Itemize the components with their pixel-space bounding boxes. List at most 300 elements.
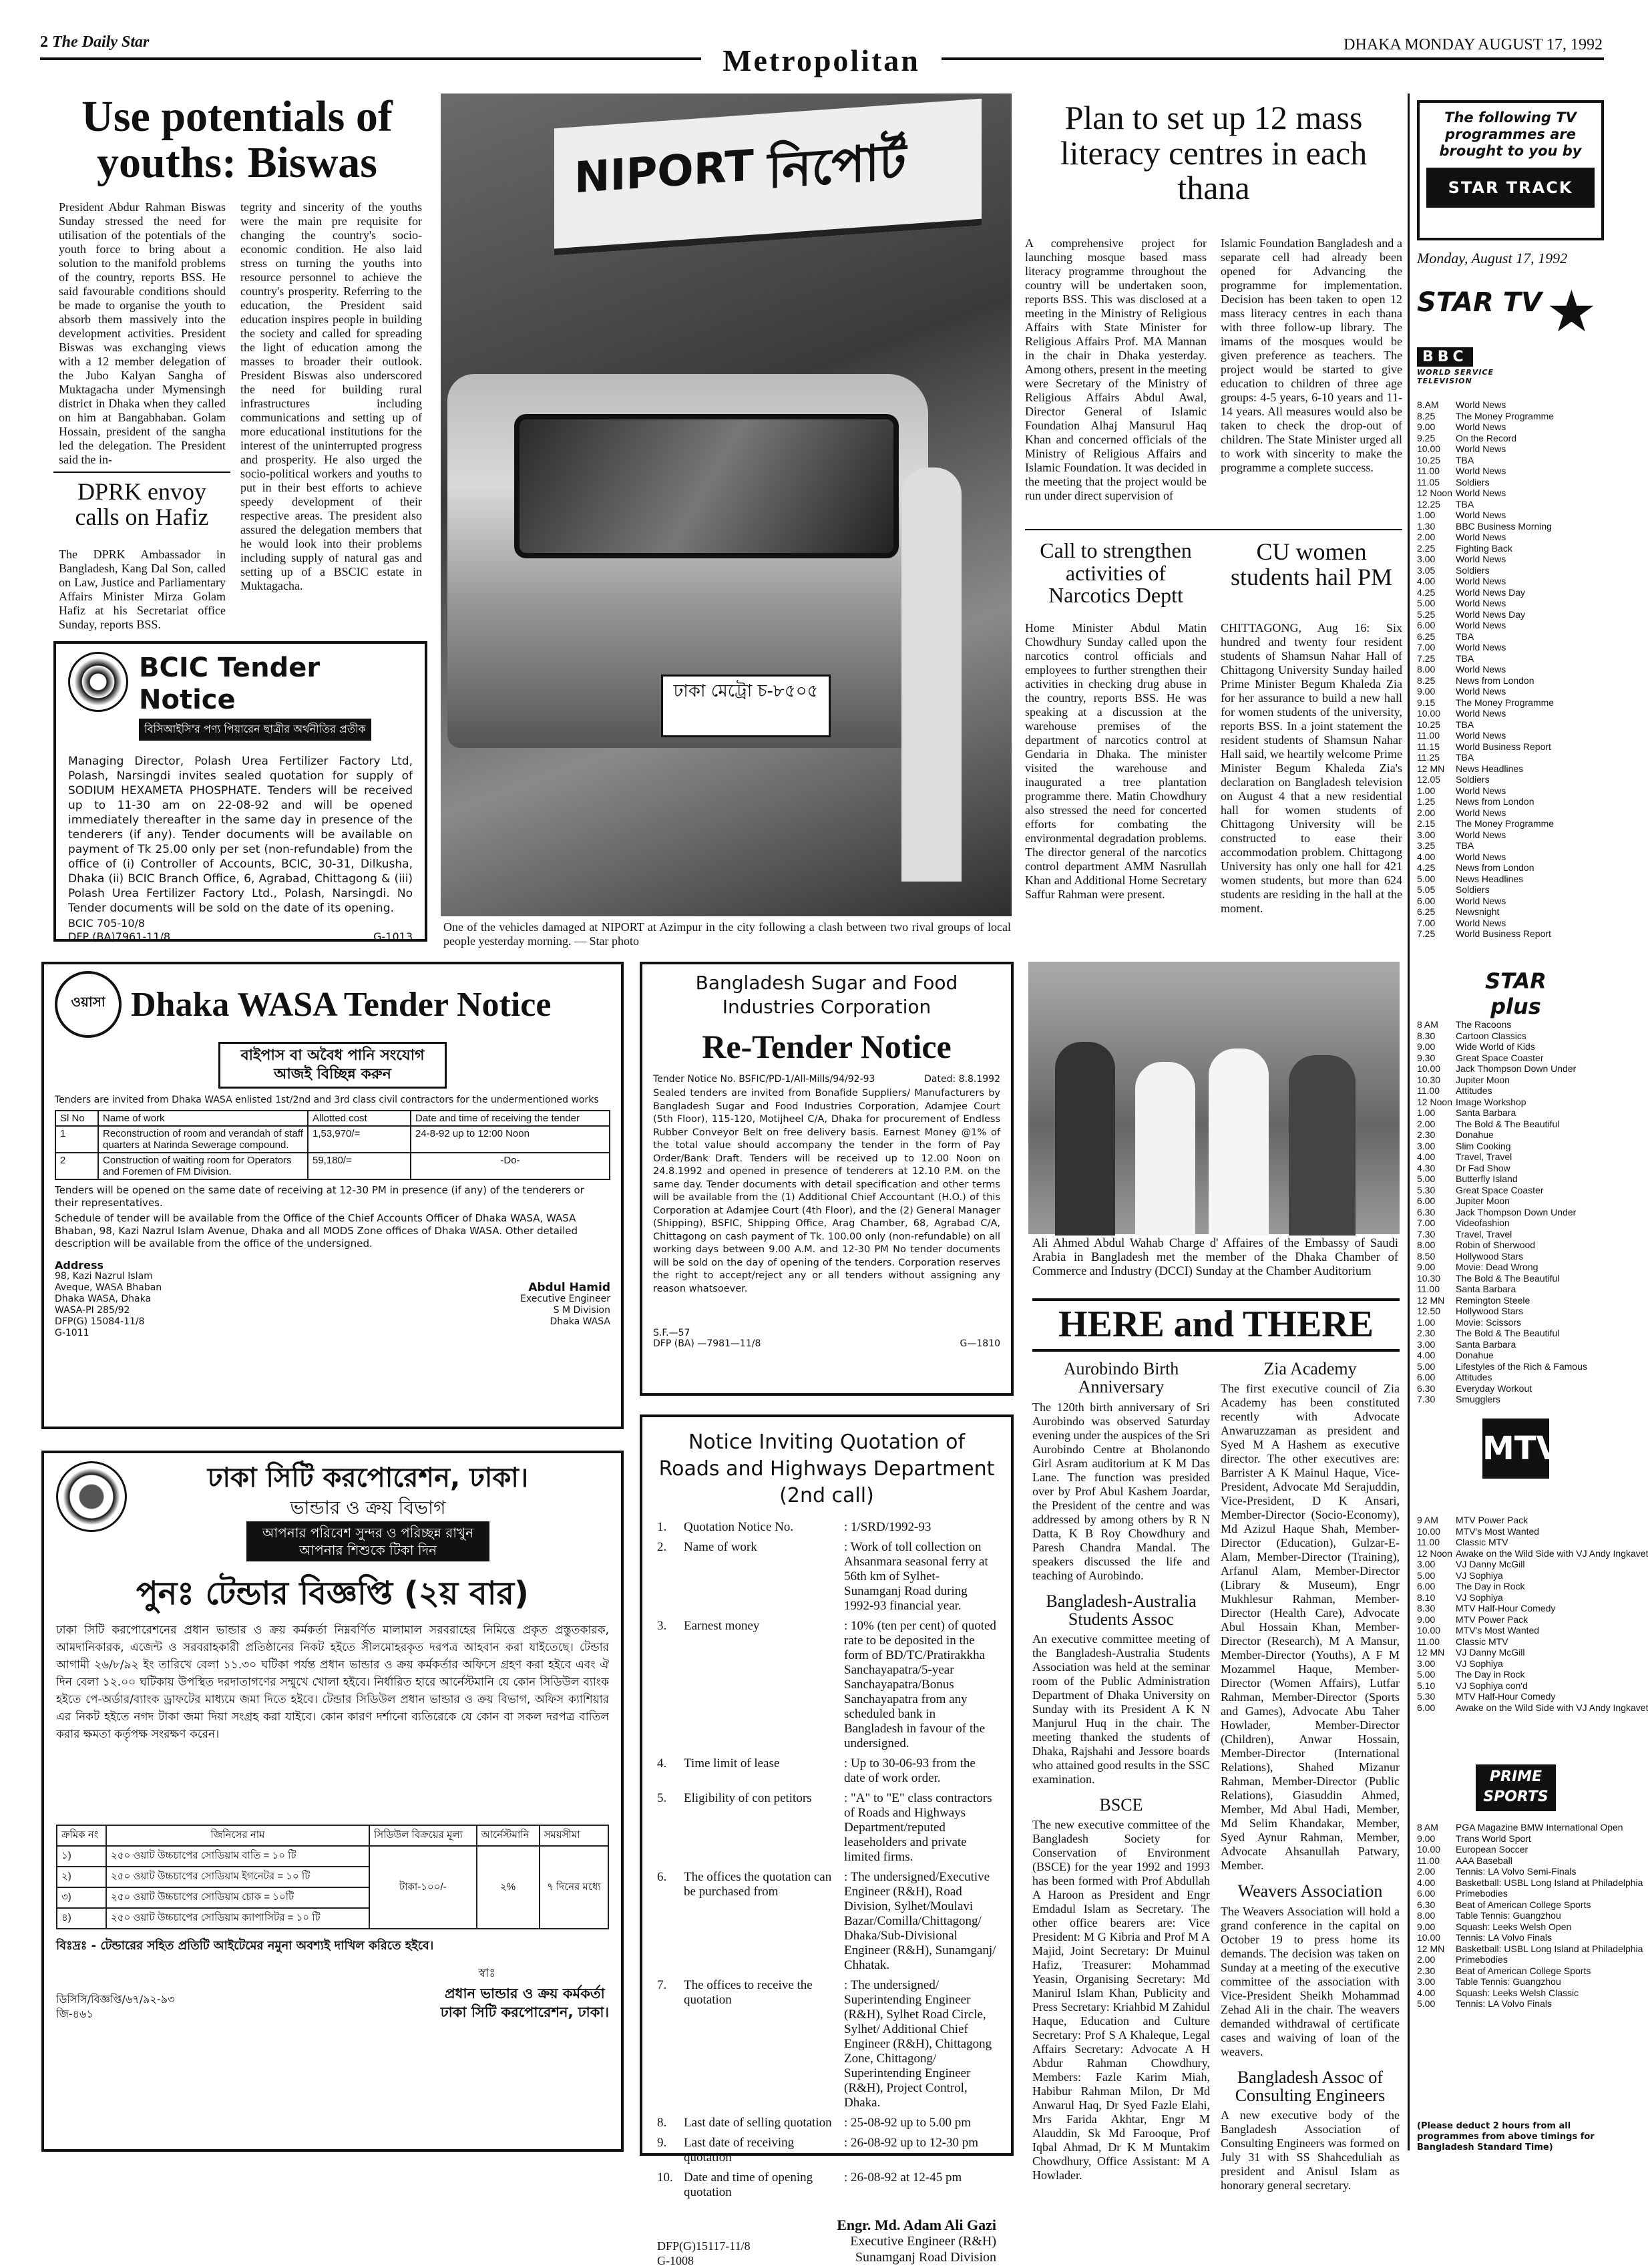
schedule-time: 9.00: [1417, 1614, 1436, 1625]
schedule-time: 1.00: [1417, 1316, 1436, 1328]
dcc-ad: [41, 1451, 624, 2152]
bbc-schedule-item: [1417, 708, 1605, 719]
schedule-programme: Primebodies: [1456, 1954, 1508, 1965]
tv-sponsor-line: The following TV programmes are brought to you by: [1439, 110, 1582, 159]
mtv-schedule-item: [1417, 1691, 1605, 1702]
dcci-photo: [1028, 962, 1400, 1234]
item-number: 10.: [657, 2170, 673, 2185]
table-row: [55, 1153, 610, 1179]
dcc-signer2: ঢাকা সিটি করপোরেশন, ঢাকা।: [440, 2004, 609, 2020]
schedule-programme: Attitudes: [1456, 1085, 1492, 1096]
basa-body: An executive committee meeting of the Bangladesh-Australia Students Association was held at the seminar room of the Public Administration Department of Dhaka University on Sunday with its President A K N Manjurul Huq in the chair. The meeting thanked the students of Dhaka, Rajshahi and Jessore boards who attained good results in the SSC examination.: [1032, 1632, 1210, 1786]
zia-body: The first executive council of Zia Academy has been constituted recently with Advocate Anwaruzzaman as president and Syed M A Hashem as executive director. The other executives are: Barrister A K Mainul Haque, Vice-President, Advocate Md Serajuddin, Vice-President, D K Ansari, Member-Director (Socio-Economy), Md Azizul Haque Shah, Member-Director (Education), Gulzar-E-Alam, Member-Director (Training), Arfanul Alam, Member-Director (Library & Museum), Engr Mukhlesur Rahman, Member-Director (Health Care), Advocate Abul Hossain Khan, Member-Director (Research), M A Mansur, Member-Director (Youths), A F M Mozammel Haque, Member-Director (Women Affairs), Lutfar Rahman, Member-Director (Sports and Games), Advocate Abu Taher Howlader, Member-Director (Children), Anwar Hossain, Member-Director (International Relations), Shahed Mizanur Rahman, Member-Director (Public Relations), Giasuddin Ahmed, Member, Md Abul Hadi, Member, Md Selim Khandakar, Member, Syed Aynur Rahman, Member, Advocate Ahsanullah Patwary, Member.: [1221, 1382, 1400, 1873]
schedule-programme: Awake on the Wild Side with VJ Andy Ingkavet: [1456, 1547, 1648, 1559]
schedule-time: 12 Noon: [1417, 1547, 1452, 1559]
wasa-cell: 1: [55, 1126, 98, 1153]
item-value: : The undersigned/Executive Engineer (R&H), Road Division, Sylhet/Moulavi Bazar/Comilla/Chittagong/ Dhaka/Sub-Divisional Engineer (R&H), Sunamganj/ Chhatak.: [844, 1870, 996, 1972]
star-plus-schedule-item: [1417, 1151, 1605, 1163]
schedule-programme: Remington Steele: [1456, 1294, 1530, 1306]
schedule-programme: World News: [1456, 851, 1506, 862]
bbc-schedule-item: [1417, 818, 1605, 829]
bbc-schedule-item: [1417, 499, 1605, 510]
narcotics-body: Home Minister Abdul Matin Chowdhury Sunday called upon the narcotics control officials and employees to further strengthen their activities in checking drug abuse in the country, reports BSS. He was speaking at a discussion at the warehouse premises of the department of narcotics control at Gendaria in Dhaka. The minister visited the warehouse and inaugurated a tree plantation programme there. Matin Chowdhury also stressed the need for concerted efforts for combating the environmental degradation problems. The director general of the narcotics control department AMM Nasrullah Khan and Additional Home Secretary Saffur Rahman were present.: [1025, 621, 1207, 901]
bbc-schedule-item: [1417, 874, 1605, 885]
mtv-schedule-item: [1417, 1636, 1605, 1648]
bbc-schedule-item: [1417, 477, 1605, 488]
schedule-programme: Movie: Scissors: [1456, 1316, 1522, 1328]
schedule-time: 3.00: [1417, 554, 1436, 564]
schedule-time: 6.00: [1417, 1888, 1436, 1899]
schedule-programme: Santa Barbara: [1456, 1107, 1516, 1118]
schedule-programme: Tennis: LA Volvo Finals: [1456, 1998, 1552, 2009]
schedule-time: 5.00: [1417, 873, 1436, 884]
schedule-time: 9.00: [1417, 1041, 1436, 1052]
column-rule: [1408, 93, 1410, 2150]
niport-photo: [441, 93, 1012, 916]
dcc-emblem-icon: [56, 1461, 127, 1532]
bbc-schedule-item: [1417, 609, 1605, 620]
schedule-time: 10.30: [1417, 1272, 1441, 1284]
star-plus-schedule-item: [1417, 1075, 1605, 1086]
schedule-programme: TBA: [1456, 752, 1474, 763]
schedule-time: 11.00: [1417, 730, 1440, 741]
person-figure: [1135, 1062, 1195, 1236]
schedule-time: 7.25: [1417, 928, 1436, 939]
schedule-programme: Slim Cooking: [1456, 1140, 1511, 1151]
sugar-org: Bangladesh Sugar and Food Industries Corporation: [695, 972, 958, 1018]
item-key: Date and time of opening quotation: [684, 2170, 813, 2199]
schedule-programme: World News: [1456, 554, 1506, 564]
schedule-time: 10.00: [1417, 708, 1441, 719]
schedule-programme: BBC Business Morning: [1456, 520, 1552, 532]
wasa-address-line: DFP(G) 15084-11/8: [55, 1316, 145, 1327]
schedule-time: 9.00: [1417, 1833, 1436, 1844]
schedule-time: 5.30: [1417, 1691, 1436, 1702]
schedule-time: 1.30: [1417, 520, 1436, 532]
schedule-time: 8.00: [1417, 1910, 1436, 1921]
star-plus-schedule-item: [1417, 1085, 1605, 1097]
aurobindo-body: The 120th birth anniversary of Sri Aurobindo was observed Saturday evening under the auspices of the Sri Aurobindo Centre at Bholanondo Girl Asram auditorium at K M Das Lane. The function was presided over by Prof Abul Kashem Joardar, the President of the centre and was addressed by among others by R N Datta, K B Roy Chowdhury and Paresh Chandra Mandal. The speakers discussed the life and teaching of Aurobindo.: [1032, 1400, 1210, 1582]
sugar-notice-no: Tender Notice No. BSFIC/PD-1/All-Mills/94/92-93: [653, 1074, 875, 1085]
bbc-schedule-item: [1417, 664, 1605, 675]
schedule-time: 6.00: [1417, 620, 1436, 630]
dcc-cell: ১): [57, 1846, 106, 1867]
schedule-time: 3.25: [1417, 840, 1436, 851]
dcc-title: ঢাকা সিটি করপোরেশন, ঢাকা।: [207, 1463, 529, 1493]
schedule-time: 6.25: [1417, 906, 1436, 917]
bcic-code: G-1013: [373, 930, 413, 943]
bbc-schedule-item: [1417, 928, 1605, 940]
schedule-programme: Trans World Sport: [1456, 1833, 1531, 1844]
mtv-schedule-item: [1417, 1559, 1605, 1570]
schedule-time: 10.25: [1417, 719, 1441, 730]
schedule-time: 12.50: [1417, 1306, 1441, 1316]
dcc-body: ঢাকা সিটি করপোরেশনের প্রধান ভান্ডার ও ক্রয় কর্মকর্তা নিম্নবর্ণিত মালামাল সরবরাহের নিমিত্তে প্রকৃত প্রস্তুতকারক, আমদানিকারক, এজেন্ট ও সরবরাহকারী প্রতিষ্ঠানের নিকট হইতে সীলমোহরকৃত দরপত্র আহবান করা যাইতেছে। টেন্ডার আগামী ২৬/৮/৯২ ইং তারিখে বেলা ১১.৩০ ঘটিকা পর্যন্ত প্রধান ভান্ডার ও ক্রয় কর্মকর্তার অফিসে গ্রহণ করা হইবে এবং ঐ দিন বেলা ১২.০০ ঘটিকায় উপস্থিত দরদাতাগণের সম্মুখে খোলা হইবে। নির্ধারিত হারে আর্নেস্টমানি যে কোন সিডিউল ব্যাংক হইতে পে-অর্ডার/ব্যাংক ড্রাফটের মাধ্যমে জমা দিতে হইবে। টেন্ডার সিডিউল প্রধান ভান্ডার ও ক্রয় বিভাগ, অফিস ক্যাশিয়ার এর নিকট হইতে নগদ টাকা জমা দিয়া সংগ্রহ করা যাইবে। কোন কারণ দর্শানো ব্যতিরেকে যে কোন বা সকল দরপত্র বাতিল করার ক্ষমতা কর্তৃপক্ষ সংরক্ষণ করেন।: [56, 1624, 609, 1741]
schedule-time: 3.00: [1417, 1658, 1436, 1669]
schedule-programme: MTV Half-Hour Comedy: [1456, 1691, 1556, 1702]
schedule-programme: VJ Sophiya con'd: [1456, 1680, 1528, 1691]
dcc-cell: ২): [57, 1867, 106, 1887]
schedule-time: 11.00: [1417, 465, 1440, 476]
schedule-programme: Great Space Coaster: [1456, 1184, 1544, 1195]
schedule-programme: Movie: Dead Wrong: [1456, 1262, 1538, 1272]
prime-sports-schedule-item: [1417, 1943, 1643, 1955]
sugar-ad: [640, 962, 1014, 1396]
schedule-time: 9.25: [1417, 432, 1436, 443]
cu-body: CHITTAGONG, Aug 16: Six hundred and twenty four resident students of Shamsun Nahar Hall of Chittagong University Sunday hailed Prime Minister Begum Khaleda Zia for her assurance to build a new hall for women students of the university, reports BSS. In a joint statement the resident students of Shamsun Nahar Hall said, we heartily welcome Prime Minister Begum Khaleda Zia's declaration on Bangladesh television on August 4 that a new residential hall for women students of Chittagong University will be constructed to ease their accommodation problem. Chittagong University has only one hall for 421 women students, but more than 624 students are residing in the hall at the moment.: [1221, 621, 1402, 915]
literacy-col1: A comprehensive project for launching mosque based mass literacy programme throughout the country will be undertaken soon, reports BSS. This was disclosed at a meeting in the Ministry of Religious Affairs with State Minister for Religious Affairs Prof. MA Mannan in the chair in Dhaka yesterday. Among others, present in the meeting were Secretary of the Ministry of Religious Affairs Abdul Awal, Director General of Islamic Foundation Alhaj Mansurul Haq Khan and concerned officials of the Ministry of Religious Affairs and Islamic Foundation. It was decided in the meeting that the project would be run under direct supervision of: [1025, 236, 1207, 502]
star-plus-schedule-item: [1417, 1328, 1605, 1339]
schedule-time: 4.00: [1417, 851, 1436, 862]
schedule-programme: The Money Programme: [1456, 818, 1555, 829]
schedule-programme: Basketball: USBL Long Island at Philadelphia: [1456, 1877, 1643, 1888]
wasa-address-line: WASA-PI 285/92: [55, 1305, 130, 1316]
schedule-time: 2.25: [1417, 542, 1436, 554]
schedule-programme: Soldiers: [1456, 564, 1490, 576]
star-plus-schedule-item: [1417, 1273, 1605, 1284]
niport-sign-en: NIPORT: [574, 141, 754, 204]
startrack-logo: STAR TRACK: [1426, 168, 1595, 208]
schedule-time: 9.30: [1417, 1052, 1436, 1063]
bbc-schedule-item: [1417, 906, 1605, 918]
roads-list: [657, 1520, 996, 2200]
schedule-programme: Travel, Travel: [1456, 1151, 1512, 1162]
prime-sports-schedule-item: [1417, 1844, 1605, 1855]
roads-signer-line: Sunamganj Road Division: [855, 2250, 996, 2265]
schedule-time: 2.00: [1417, 807, 1436, 818]
bbc-schedule-item: [1417, 862, 1605, 874]
item-number: 1.: [657, 1520, 667, 1534]
bcic-body: Managing Director, Polash Urea Fertilizer Factory Ltd, Polash, Narsingdi invites sealed quotation for supply of SODIUM HEXAMETA PHOSPHATE. Tenders will be received up to 11-30 am on 22-08-92 and will be opened immediately thereafter in the same day in presence of the tenderers (if any). Tender documents will be available on payment of Tk 25.00 only per set (non-refundable) from the office of (i) Controller of Accounts, BCIC, 30-31, Dilkusha, Dhaka (ii) BCIC Branch Office, 6, Agrabad, Chittagong & (iii) Polash Urea Fertilizer Factory Ltd., Polash, Narsingdi. No Tender documents will be sold on the date of its opening.: [68, 755, 413, 915]
bbc-schedule-item: [1417, 532, 1605, 543]
schedule-programme: Travel, Travel: [1456, 1228, 1512, 1240]
schedule-programme: VJ Sophiya: [1456, 1658, 1503, 1669]
rule: [53, 471, 230, 473]
mtv-schedule-item: [1417, 1515, 1605, 1526]
schedule-programme: The Money Programme: [1456, 410, 1555, 421]
schedule-time: 11.00: [1417, 1636, 1440, 1647]
niport-sign-bn: নিপোর্ট: [768, 132, 907, 200]
schedule-time: 8.AM: [1417, 399, 1439, 410]
roads-ref1: DFP(G)15117-11/8: [657, 2239, 751, 2253]
item-number: 8.: [657, 2116, 667, 2130]
schedule-time: 10.00: [1417, 1844, 1441, 1855]
star-plus-schedule-item: [1417, 1240, 1605, 1251]
mtv-schedule-item: [1417, 1702, 1648, 1714]
schedule-programme: Jack Thompson Down Under: [1456, 1206, 1577, 1217]
here-there-banner: HERE and THERE: [1032, 1298, 1400, 1352]
item-value: : 26-08-92 at 12-45 pm: [844, 2170, 962, 2185]
bbc-schedule-item: [1417, 653, 1605, 665]
schedule-time: 10.00: [1417, 1525, 1441, 1537]
schedule-time: 5.00: [1417, 1173, 1436, 1184]
wasa-title: Dhaka WASA Tender Notice: [131, 985, 552, 1024]
schedule-time: 5.00: [1417, 598, 1436, 608]
prime-sports-schedule-item: [1417, 1833, 1605, 1845]
schedule-programme: Everyday Workout: [1456, 1382, 1532, 1394]
roads-ad: [640, 1414, 1014, 2267]
bbc-logo: [1417, 347, 1537, 387]
aurobindo-headline: Aurobindo Birth Anniversary: [1063, 1359, 1179, 1397]
wasa-address-line: 98, Kazi Nazrul Islam: [55, 1271, 153, 1282]
schedule-time: 8.00: [1417, 1240, 1436, 1250]
dcc-earnest: ২%: [477, 1846, 540, 1929]
schedule-programme: Santa Barbara: [1456, 1338, 1516, 1350]
literacy-headline: Plan to set up 12 mass literacy centres in each thana: [1060, 99, 1368, 206]
bbc-schedule-item: [1417, 443, 1605, 455]
schedule-programme: TBA: [1456, 498, 1474, 510]
schedule-time: 4.00: [1417, 1877, 1436, 1888]
item-key: Time limit of lease: [684, 1756, 780, 1770]
schedule-time: 6.30: [1417, 1899, 1436, 1910]
here-col-left: [1032, 1359, 1210, 2183]
wasa-cell: 59,180/=: [308, 1153, 411, 1179]
dcc-col-head: সিডিউল বিক্রয়ের মূল্য: [369, 1825, 477, 1846]
bbc-schedule-item: [1417, 675, 1605, 687]
dcc-cell: ২৫০ ওয়াট উচ্চচাপের সোডিয়াম চোক = ১০টি: [106, 1887, 369, 1908]
schedule-time: 2.00: [1417, 532, 1436, 542]
schedule-time: 3.00: [1417, 1559, 1436, 1569]
dcc-table: [56, 1825, 609, 1929]
bbc-schedule-item: [1417, 840, 1605, 852]
schedule-time: 8.50: [1417, 1250, 1436, 1262]
bbc-schedule-item: [1417, 807, 1605, 819]
star-plus-schedule-item: [1417, 1295, 1605, 1306]
dcc-price: টাকা-১০০/-: [369, 1846, 477, 1929]
schedule-time: 11.05: [1417, 476, 1440, 488]
schedule-programme: Attitudes: [1456, 1372, 1492, 1382]
schedule-programme: World News Day: [1456, 608, 1525, 620]
here-col-right: [1221, 1359, 1400, 2193]
table-row: [57, 1846, 608, 1867]
mtv-schedule-item: [1417, 1647, 1605, 1658]
wasa-cell: 1,53,970/=: [308, 1126, 411, 1153]
schedule-time: 3.00: [1417, 1338, 1436, 1350]
star-plus-schedule-item: [1417, 1185, 1605, 1196]
item-value: : 10% (ten per cent) of quoted rate to be deposited in the form of BD/TC/Pratirakkha Sanchayapatra/5-year Sanchayapatra/Bonus Sanchayapatra from any scheduled bank in Bangladesh in favour of the undersigned.: [844, 1619, 996, 1750]
wasa-cell: 2: [55, 1153, 98, 1179]
wasa-signer-line: S M Division: [553, 1305, 610, 1316]
list-item: [657, 2136, 996, 2165]
schedule-programme: MTV's Most Wanted: [1456, 1525, 1540, 1537]
schedule-programme: The Racoons: [1456, 1019, 1512, 1030]
schedule-programme: MTV Half-Hour Comedy: [1456, 1603, 1556, 1614]
schedule-time: 4.00: [1417, 1987, 1436, 1998]
list-item: [657, 1520, 996, 1535]
schedule-time: 1.00: [1417, 1107, 1436, 1118]
wasa-col-head: Sl No: [55, 1111, 98, 1126]
schedule-time: 7.25: [1417, 652, 1436, 664]
schedule-programme: News Headlines: [1456, 763, 1524, 774]
schedule-time: 6.00: [1417, 1702, 1436, 1713]
star-plus-schedule-item: [1417, 1030, 1605, 1042]
schedule-time: 7.00: [1417, 1217, 1436, 1228]
wasa-para2: Schedule of tender will be available from the Office of the Chief Accounts Officer of Dhaka WASA, WASA Bhaban, 98, Kazi Nazrul Islam Avenue, Dhaka and all MODS Zone offices of Dhaka WASA. Other detailed description will be available from the office of the undersigned.: [55, 1212, 578, 1250]
schedule-programme: Fighting Back: [1456, 542, 1512, 554]
schedule-programme: Jupiter Moon: [1456, 1195, 1510, 1206]
schedule-programme: Donahue: [1456, 1350, 1494, 1360]
schedule-programme: Hollywood Stars: [1456, 1306, 1524, 1316]
wasa-logo: ওয়াসা: [55, 971, 122, 1038]
dcc-col-head: আর্নেস্টমানি: [477, 1825, 540, 1846]
item-key: Earnest money: [684, 1619, 760, 1633]
schedule-programme: Great Space Coaster: [1456, 1052, 1544, 1063]
bbc-schedule-item: [1417, 465, 1605, 477]
roads-title: Notice Inviting Quotation of Roads and Highways Department (2nd call): [658, 1431, 995, 1507]
schedule-programme: World Business Report: [1456, 741, 1551, 752]
schedule-programme: World News: [1456, 620, 1506, 630]
dcc-note: বিঃদ্রঃ - টেন্ডারের সহিত প্রতিটি আইটেমের নমুনা অবশ্যই দাখিল করিতে হইবে।: [56, 1939, 434, 1953]
schedule-time: 9.00: [1417, 1262, 1436, 1272]
prime-sports-schedule-item: [1417, 1932, 1605, 1943]
sugar-title: Re-Tender Notice: [702, 1028, 952, 1065]
person-figure: [1209, 1049, 1269, 1236]
schedule-time: 6.00: [1417, 1195, 1436, 1206]
star-plus-schedule-item: [1417, 1229, 1605, 1240]
wasa-col-head: Date and time of receiving the tender: [411, 1111, 610, 1126]
dcc-ref2: জি-৪৬১: [56, 2008, 93, 2020]
schedule-programme: World News: [1456, 895, 1506, 906]
schedule-programme: TBA: [1456, 454, 1474, 465]
wasa-banner: [218, 1042, 446, 1089]
wasa-banner-line1: বাইপাস বা অবৈধ পানি সংযোগ: [240, 1047, 425, 1064]
star-icon: ★: [1545, 278, 1597, 345]
schedule-programme: Butterfly Island: [1456, 1173, 1518, 1184]
schedule-programme: World Business Report: [1456, 928, 1551, 939]
star-plus-schedule-item: [1417, 1019, 1605, 1030]
schedule-time: 8.30: [1417, 1030, 1436, 1041]
schedule-programme: Lifestyles of the Rich & Famous: [1456, 1360, 1587, 1372]
schedule-programme: Tennis: LA Volvo Semi-Finals: [1456, 1866, 1577, 1877]
bbc-schedule-item: [1417, 554, 1605, 565]
schedule-programme: VJ Sophiya: [1456, 1591, 1503, 1603]
star-plus-schedule-item: [1417, 1361, 1605, 1372]
item-number: 2.: [657, 1540, 667, 1554]
schedule-programme: Videofashion: [1456, 1217, 1510, 1228]
bbc-schedule-item: [1417, 620, 1605, 631]
schedule-time: 2.30: [1417, 1328, 1436, 1338]
item-key: The offices the quotation can be purchased from: [684, 1870, 832, 1899]
section-title: Metropolitan: [723, 43, 920, 77]
schedule-programme: World News: [1456, 807, 1506, 818]
schedule-time: 3.00: [1417, 829, 1436, 840]
bcic-title: BCIC Tender Notice: [139, 652, 321, 715]
schedule-programme: World News: [1456, 532, 1506, 542]
dcc-signer: প্রধান ভান্ডার ও ক্রয় কর্মকর্তা: [445, 1986, 605, 2002]
bbc-schedule-item: [1417, 686, 1605, 697]
bbc-schedule-item: [1417, 642, 1605, 653]
schedule-programme: Classic MTV: [1456, 1537, 1508, 1547]
schedule-time: 4.25: [1417, 586, 1436, 598]
wasa-signer: Abdul Hamid: [528, 1281, 610, 1294]
schedule-programme: MTV's Most Wanted: [1456, 1625, 1540, 1636]
wasa-ad: [41, 962, 624, 1429]
star-plus-schedule-item: [1417, 1173, 1605, 1185]
niport-caption: One of the vehicles damaged at NIPORT at Azimpur in the city following a clash between two rival groups of local people yesterday morning. — Star photo: [443, 920, 1011, 948]
schedule-programme: The Day in Rock: [1456, 1581, 1525, 1591]
star-plus-schedule-item: [1417, 1207, 1605, 1218]
schedule-programme: Cartoon Classics: [1456, 1030, 1526, 1041]
schedule-time: 2.30: [1417, 1965, 1436, 1976]
schedule-time: 9.00: [1417, 1921, 1436, 1932]
schedule-time: 6.00: [1417, 1372, 1436, 1382]
schedule-time: 2.00: [1417, 1866, 1436, 1877]
bbc-schedule-item: [1417, 730, 1605, 741]
schedule-time: 5.00: [1417, 1569, 1436, 1581]
mtv-logo: MTV: [1482, 1419, 1549, 1479]
roads-code: G-1008: [657, 2254, 694, 2267]
schedule-programme: World News: [1456, 686, 1506, 697]
dcc-sig-mark: স্বাঃ: [478, 1966, 495, 1980]
schedule-programme: TBA: [1456, 652, 1474, 664]
schedule-programme: News Headlines: [1456, 873, 1524, 884]
schedule-programme: World News: [1456, 598, 1506, 608]
item-key: The offices to receive the quotation: [684, 1978, 813, 2007]
bcic-logo-icon: [68, 652, 128, 712]
dcc-col-head: জিনিসের নাম: [106, 1825, 369, 1846]
wasa-signer-line: Executive Engineer: [520, 1294, 610, 1304]
page-number-paper: [40, 33, 240, 56]
bbc-schedule-item: [1417, 918, 1605, 929]
weavers-body: The Weavers Association will hold a grand conference in the capital on October 19 to press home its demands. The decision was taken on Sunday at a meeting of the executive committee of the association with Vice-President Sheikh Mohammad Zehad Ali in the chair. The weavers demanded withdrawal of certificate cases and waiving of loan of the weavers.: [1221, 1904, 1400, 2058]
sugar-ref1: S.F.—57: [653, 1328, 690, 1338]
schedule-programme: World News: [1456, 642, 1506, 652]
bbc-schedule-item: [1417, 433, 1605, 444]
schedule-programme: The Day in Rock: [1456, 1669, 1525, 1680]
bcic-ref1: BCIC 705-10/8: [68, 917, 146, 930]
van-windshield: [514, 414, 899, 558]
star-plus-schedule-item: [1417, 1339, 1605, 1350]
wasa-cell: Reconstruction of room and verandah of staff quarters at Narinda Sewerage compound.: [98, 1126, 308, 1153]
item-value: : 25-08-92 up to 5.00 pm: [844, 2116, 971, 2130]
schedule-time: 12 MN: [1417, 763, 1445, 774]
schedule-programme: Classic MTV: [1456, 1636, 1508, 1647]
bbc-schedule-item: [1417, 421, 1605, 433]
list-item: [657, 1791, 996, 1865]
wasa-col-head: Name of work: [98, 1111, 308, 1126]
mtv-schedule: [1417, 1515, 1648, 1762]
star-plus-schedule-item: [1417, 1107, 1605, 1119]
schedule-programme: Table Tennis: Guangzhou: [1456, 1976, 1561, 1987]
sugar-body: Sealed tenders are invited from Bonafide Suppliers/ Manufacturers by Bangladesh Sugar and Food Industries Corporation, Adamjee Court (5th Floor), 115-120, Motijheel C/A, Dhaka for procurement of Endless Rubber Conveyor Belt on free delivery basis. Earnest Money @1% of the total value should accompany the tender in the form of Pay Order/Bank Draft. Tenders will be received up to 12.00 Noon on 24.8.1992 and opened in presence of tenderers at 12.10 P.M. on the same day. Tender documents with detail specification and other terms will be available from the (1) Additional Chief Accountant (H.O.) of this Corporation at Adamjee Court (4th Floor), and the (2) General Manager (Shipping), BSFIC, Shipping Office, Arag Chamber, 68, Agrabad C/A, Chittagong on cash payment of Tk. 100.00 only (non-refundable) on all working days between 9.00 A.M. and 12-30 PM No tender documents will be sold on the day of opening of the tenders. Corporation reserves the right to accept/reject any or all tenders without assigning any reason whatsoever.: [653, 1088, 1000, 1294]
schedule-time: 6.00: [1417, 895, 1436, 906]
schedule-time: 1.25: [1417, 796, 1436, 807]
schedule-programme: Soldiers: [1456, 884, 1490, 895]
wasa-para1: Tenders will be opened on the same date of receiving at 12-30 PM in presence (if any) of the tenderers or their representatives.: [55, 1184, 584, 1209]
schedule-time: 12.25: [1417, 498, 1441, 510]
star-tv-text: STAR TV: [1417, 287, 1542, 318]
star-plus-schedule-item: [1417, 1063, 1605, 1075]
schedule-programme: The Bold & The Beautiful: [1456, 1328, 1560, 1338]
schedule-time: 5.25: [1417, 608, 1436, 620]
prime-sports-schedule-item: [1417, 1921, 1605, 1933]
mtv-schedule-item: [1417, 1658, 1605, 1670]
star-plus-schedule: [1417, 1019, 1605, 1420]
bbc-schedule-item: [1417, 521, 1605, 532]
schedule-time: 8 AM: [1417, 1822, 1438, 1833]
literacy-col2: Islamic Foundation Bangladesh and a separate cell had already been opened for Advancing the programme for implementation. Decision has been taken to open 12 mass literacy centres in each thana with three follow-up library. The imams of the mosques would be given preference as teachers. The project would be started to give education to children of three age groups: 4-5 years, 6-10 years and 11-14 years. All measures would also be taken to check the drop-out of children. The State Minister urged all to work with sincerity to make the programme a complete success.: [1221, 236, 1402, 474]
schedule-time: 7.00: [1417, 642, 1436, 652]
schedule-time: 5.00: [1417, 1669, 1436, 1680]
schedule-programme: Dr Fad Show: [1456, 1162, 1510, 1173]
dcc-cell: ৪): [57, 1908, 106, 1929]
schedule-programme: Soldiers: [1456, 774, 1490, 785]
schedule-time: 8.25: [1417, 675, 1436, 686]
bbc-schedule-item: [1417, 796, 1605, 807]
schedule-programme: The Money Programme: [1456, 697, 1555, 708]
list-item: [657, 1870, 996, 1973]
star-plus-schedule-item: [1417, 1262, 1605, 1273]
